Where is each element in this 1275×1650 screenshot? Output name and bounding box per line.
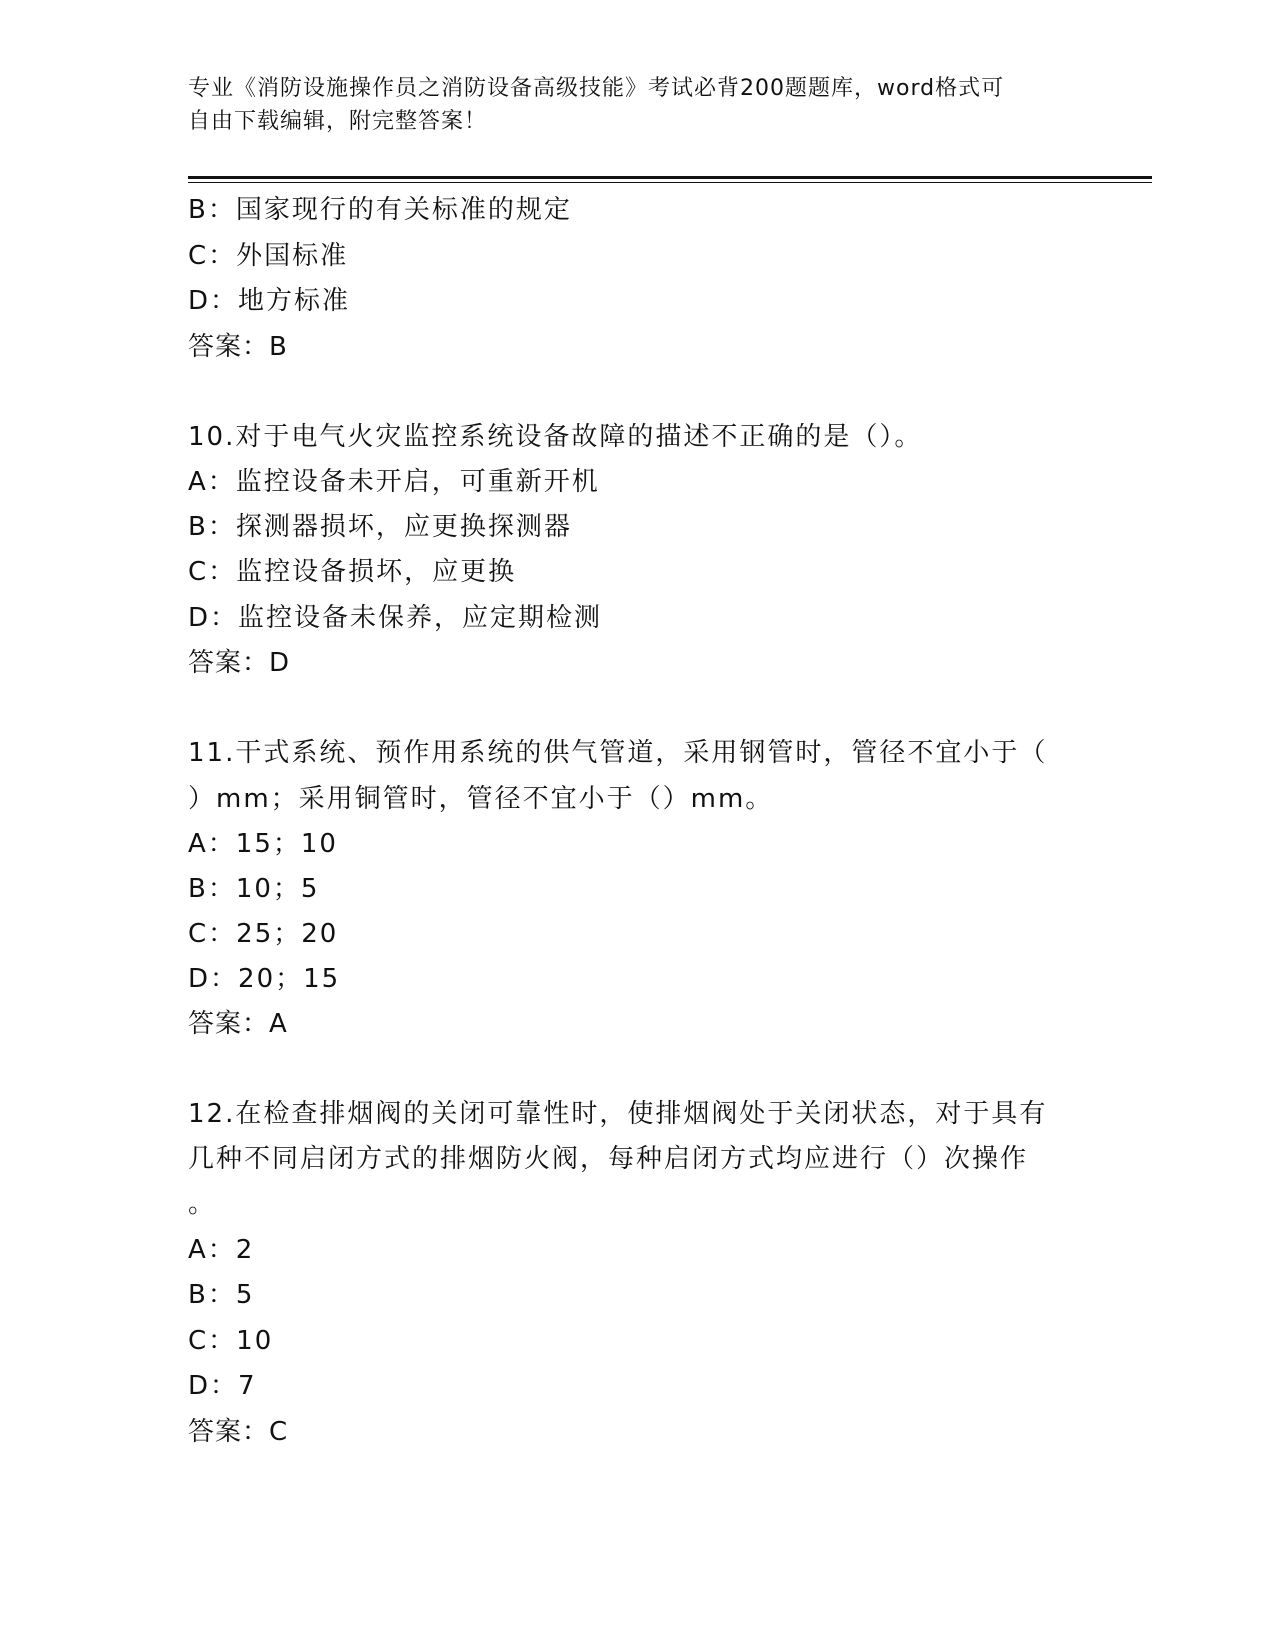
q11-stem-line-1: 11.干式系统、预作用系统的供气管道，采用钢管时，管径不宜小于（ xyxy=(188,738,1048,768)
q9-option-b: B：国家现行的有关标准的规定 xyxy=(188,195,572,225)
q10-option-b: B：探测器损坏，应更换探测器 xyxy=(188,512,572,542)
q10-answer: 答案：D xyxy=(188,648,291,678)
header-line-2: 自由下载编辑，附完整答案！ xyxy=(188,109,488,134)
q12-stem-line-3: 。 xyxy=(188,1189,217,1219)
q12-option-b: B：5 xyxy=(188,1280,255,1310)
q10-option-c: C：监控设备损坏，应更换 xyxy=(188,557,517,587)
q12-option-c: C：10 xyxy=(188,1326,274,1356)
header-rule-thick xyxy=(188,176,1152,179)
q11-option-b: B：10；5 xyxy=(188,874,320,904)
q11-option-d: D：20；15 xyxy=(188,964,341,994)
q10-option-d: D：监控设备未保养，应定期检测 xyxy=(188,603,603,633)
q10-stem: 10.对于电气火灾监控系统设备故障的描述不正确的是（）。 xyxy=(188,422,923,452)
q9-option-d: D：地方标准 xyxy=(188,286,351,316)
q12-answer: 答案：C xyxy=(188,1417,289,1447)
q11-answer: 答案：A xyxy=(188,1009,288,1039)
q12-stem-line-2: 几种不同启闭方式的排烟防火阀，每种启闭方式均应进行（）次操作 xyxy=(188,1144,1029,1174)
q12-stem-line-1: 12.在检查排烟阀的关闭可靠性时，使排烟阀处于关闭状态，对于具有 xyxy=(188,1099,1048,1129)
q11-option-a: A：15；10 xyxy=(188,829,338,859)
q11-stem-line-2: ）mm；采用铜管时，管径不宜小于（）mm。 xyxy=(188,784,774,814)
header-rule-thin xyxy=(188,182,1152,183)
q9-option-c: C：外国标准 xyxy=(188,241,349,271)
q9-answer: 答案：B xyxy=(188,332,288,362)
q12-option-d: D：7 xyxy=(188,1371,257,1401)
header-line-1: 专业《消防设施操作员之消防设备高级技能》考试必背200题题库，word格式可 xyxy=(188,76,1005,101)
q12-option-a: A：2 xyxy=(188,1235,255,1265)
document-header xyxy=(188,72,1068,138)
q10-option-a: A：监控设备未开启，可重新开机 xyxy=(188,467,600,497)
q11-option-c: C：25；20 xyxy=(188,919,339,949)
